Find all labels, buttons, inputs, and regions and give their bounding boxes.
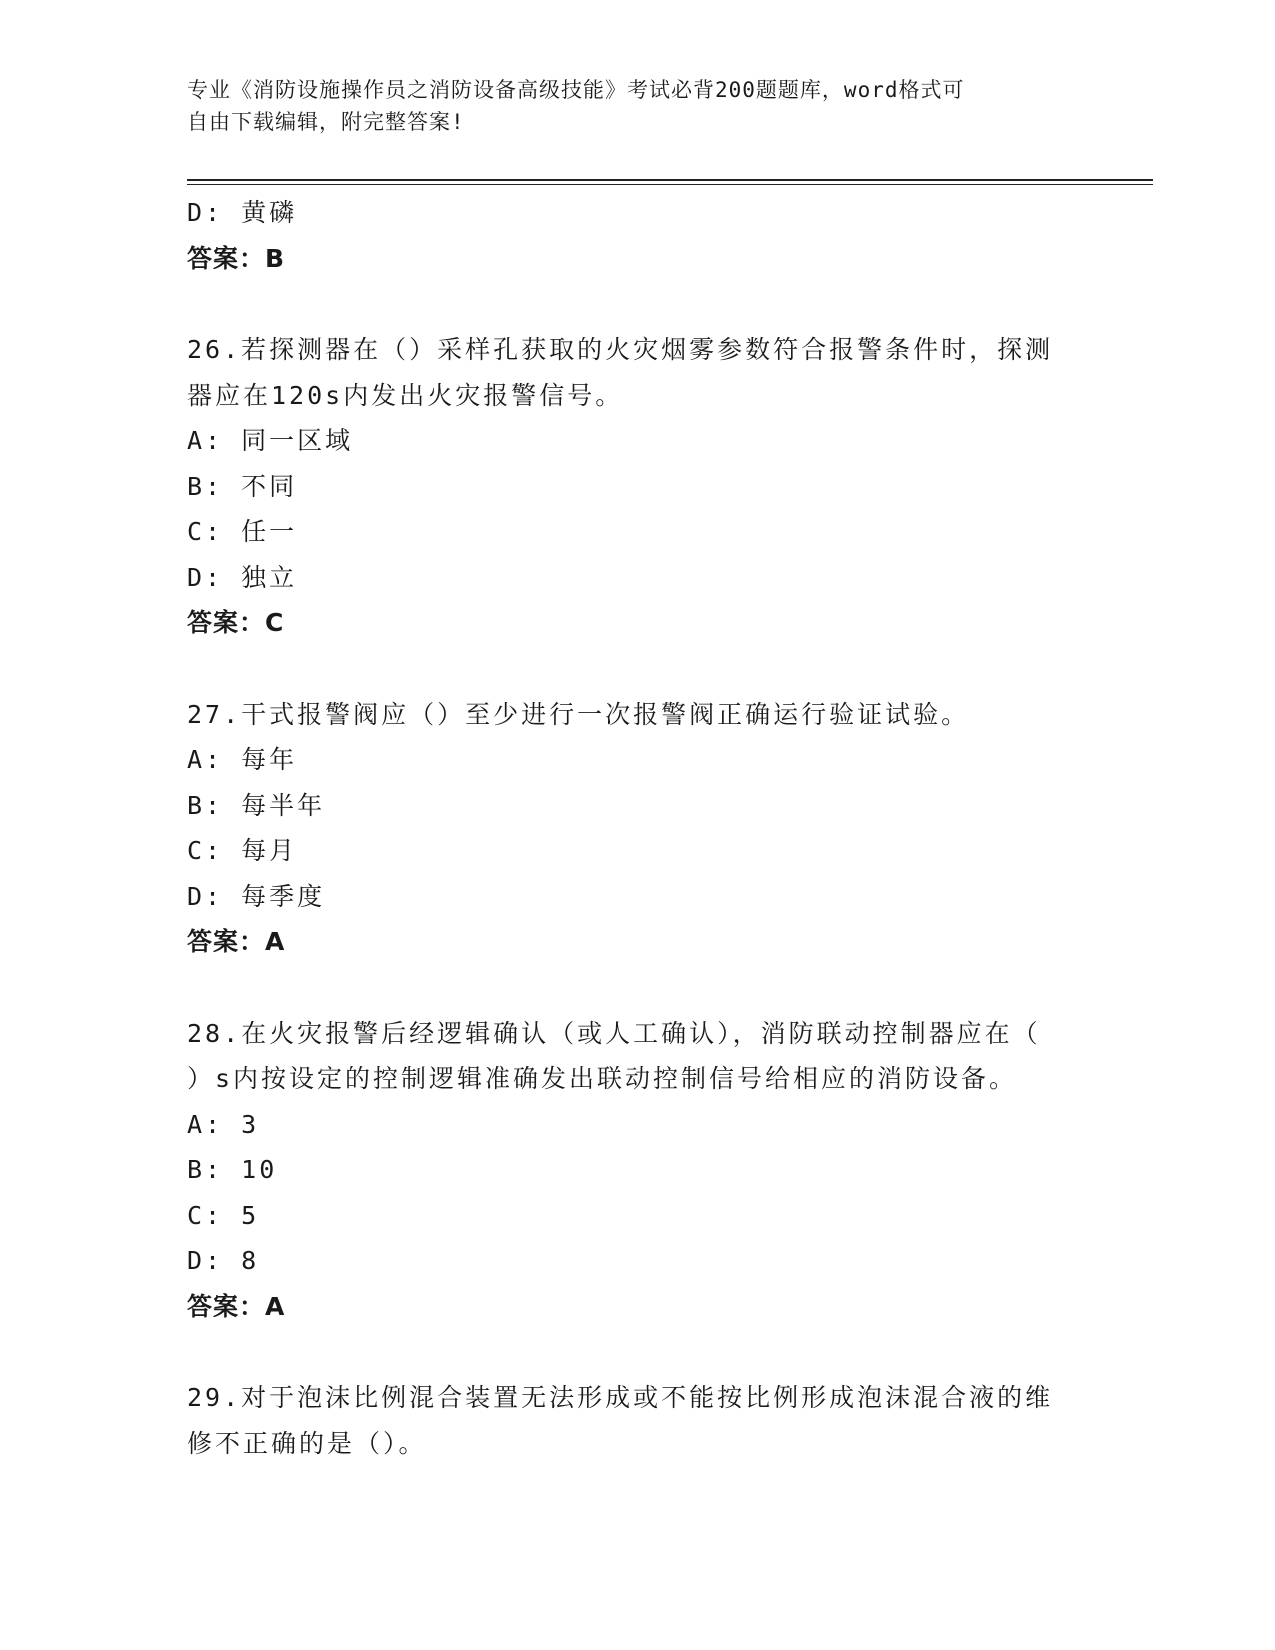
option-b: B: 10	[187, 1155, 278, 1184]
answer: 答案：C	[187, 608, 285, 637]
question-26	[187, 327, 1087, 646]
answer: 答案：A	[187, 927, 286, 956]
option-b: B: 不同	[187, 471, 298, 501]
question-text-line-2: 修不正确的是（）。	[187, 1428, 427, 1458]
option-d: D: 每季度	[187, 881, 326, 911]
option-a: A: 同一区域	[187, 426, 354, 455]
option-d: D: 独立	[187, 562, 298, 592]
answer: 答案：A	[187, 1291, 286, 1321]
option-a: A: 3	[187, 1109, 260, 1139]
option-d: D: 8	[187, 1246, 260, 1275]
question-text-line-2: 器应在120s内发出火灾报警信号。	[187, 380, 624, 410]
header-rule-thin	[187, 184, 1153, 185]
option-c: C: 任一	[187, 517, 298, 546]
question-text-line-1: 29.对于泡沫比例混合装置无法形成或不能按比例形成泡沫混合液的维	[187, 1383, 1054, 1412]
previous-question-tail	[187, 190, 1087, 281]
header-line-2: 自由下载编辑，附完整答案!	[187, 110, 465, 134]
question-29	[187, 1375, 1087, 1466]
answer: 答案：B	[187, 243, 286, 273]
document-header	[187, 74, 1067, 138]
option-c: C: 每月	[187, 836, 298, 865]
question-text-line-1: 26.若探测器在（）采样孔获取的火灾烟雾参数符合报警条件时，探测	[187, 335, 1054, 364]
question-text-line-1: 27.干式报警阀应（）至少进行一次报警阀正确运行验证试验。	[187, 699, 970, 729]
option-b: B: 每半年	[187, 790, 326, 820]
option-a: A: 每年	[187, 745, 298, 774]
question-27	[187, 692, 1087, 965]
header-rule-thick	[187, 179, 1153, 181]
option-d: D: 黄磷	[187, 198, 298, 227]
question-text-line-1: 28.在火灾报警后经逻辑确认（或人工确认），消防联动控制器应在（	[187, 1018, 1041, 1048]
header-line-1: 专业《消防设施操作员之消防设备高级技能》考试必背200题题库，word格式可	[187, 78, 965, 102]
option-c: C: 5	[187, 1200, 260, 1230]
document-body	[187, 190, 1087, 1466]
question-text-line-2: ）s内按设定的控制逻辑准确发出联动控制信号给相应的消防设备。	[187, 1064, 1018, 1093]
question-28	[187, 1011, 1087, 1330]
